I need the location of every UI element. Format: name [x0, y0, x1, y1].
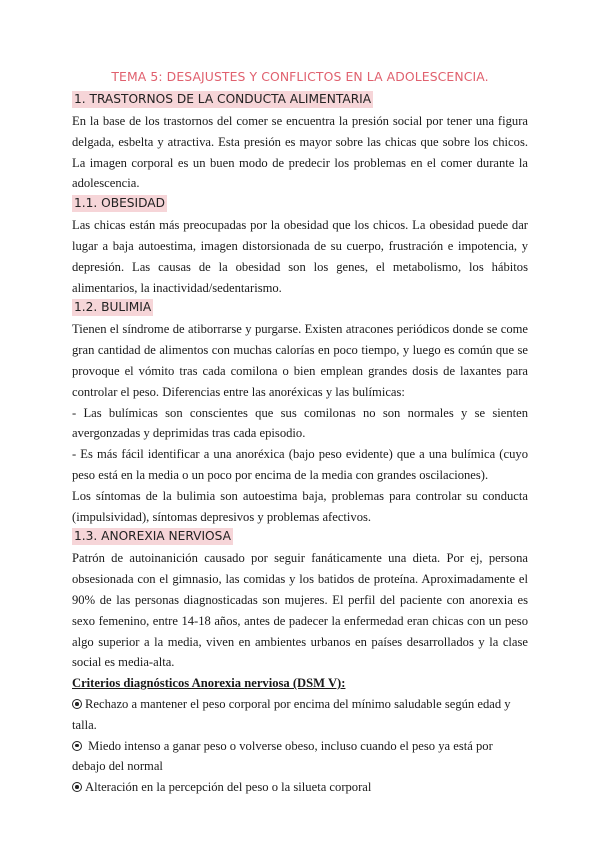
- paragraph-anorexia: Patrón de autoinanición causado por seguir fanáticamente una dieta. Por ej, persona obsesionada con el gimnasio, las comidas y los batidos de proteína. Aproximadamente el 90% de las personas diagnosticadas son mujeres. El perfil del paciente con anorexia es sexo femenino, entre 14-18 años, antes de padecer la enfermedad eran chicas con un peso algo superior a la media, viven en ambientes urbanos en países desarrollados y la clase social es media-alta.: [72, 551, 528, 670]
- section-heading-anorexia: 1.3. ANOREXIA NERVIOSA: [74, 529, 231, 544]
- criteria-item: [72, 736, 528, 778]
- radio-bullet-icon: [72, 782, 82, 792]
- criteria-text: Miedo intenso a ganar peso o volverse obeso, incluso cuando el peso ya está por debajo del normal: [72, 738, 493, 774]
- bulimia-point-2: - Es más fácil identificar a una anoréxica (bajo peso evidente) que a una bulímica (cuyo peso está en la media o un poco por encima de la media con grandes oscilaciones).: [72, 447, 528, 482]
- section-heading-obesidad: 1.1. OBESIDAD: [74, 196, 166, 211]
- paragraph-trastornos: En la base de los trastornos del comer se encuentra la presión social por tener una figura delgada, esbelta y atractiva. Esta presión es mayor sobre las chicas que sobre los chicos. La imagen corporal es un buen modo de predecir los problemas en el comer durante la adolescencia.: [72, 114, 528, 191]
- paragraph-obesidad: Las chicas están más preocupadas por la obesidad que los chicos. La obesidad puede dar lugar a baja autoestima, imagen distorsionada de su cuerpo, frustración e impotencia, y depresión. Las causas de la obesidad son los genes, el metabolismo, los hábitos alimentarios, la inactividad/sedentarismo.: [72, 218, 528, 295]
- document-title: TEMA 5: DESAJUSTES Y CONFLICTOS EN LA ADOLESCENCIA.: [111, 69, 489, 84]
- criteria-text: Alteración en la percepción del peso o la silueta corporal: [85, 780, 372, 795]
- criteria-text: Rechazo a mantener el peso corporal por encima del mínimo saludable según edad y talla.: [72, 696, 511, 732]
- criteria-item: [72, 694, 528, 736]
- bulimia-point-1: - Las bulímicas son conscientes que sus comilonas no son normales y se sienten avergonzadas y deprimidas tras cada episodio.: [72, 405, 528, 441]
- paragraph-bulimia-intro: Tienen el síndrome de atiborrarse y purgarse. Existen atracones periódicos donde se come gran cantidad de alimentos con muchas calorías en poco tiempo, y luego es común que se provoque el vómito tras cada comilona o bien emplean grandes dosis de laxantes para controlar el peso. Diferencias entre las anoréxicas y las bulímicas:: [72, 322, 528, 399]
- criteria-title: Criterios diagnósticos Anorexia nerviosa (DSM V):: [72, 676, 346, 691]
- paragraph-bulimia-symptoms: Los síntomas de la bulimia son autoestima baja, problemas para controlar su conducta (impulsividad), síntomas depresivos y problemas afectivos.: [72, 488, 528, 524]
- section-heading-trastornos: 1. TRASTORNOS DE LA CONDUCTA ALIMENTARIA: [74, 92, 372, 106]
- criteria-item: [72, 777, 528, 798]
- radio-bullet-icon: [72, 699, 82, 709]
- radio-bullet-icon: [72, 741, 82, 751]
- section-heading-bulimia: 1.2. BULIMIA: [74, 300, 152, 315]
